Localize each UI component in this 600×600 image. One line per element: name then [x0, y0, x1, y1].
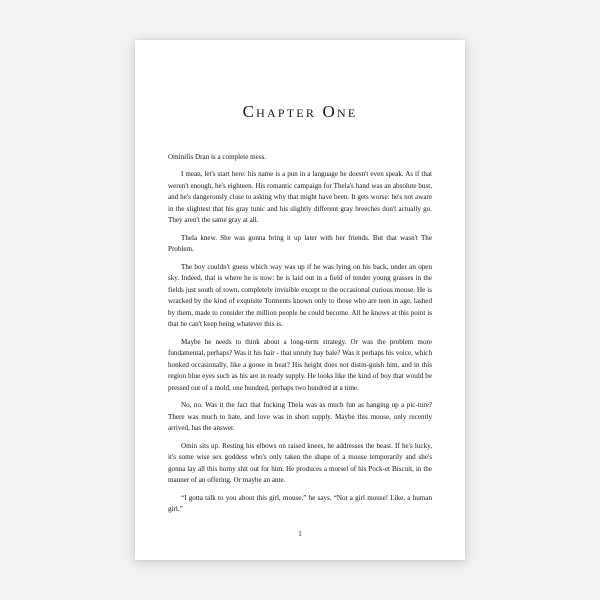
body-text	[168, 152, 432, 516]
paragraph: Thela knew. She was gonna bring it up later with her friends. But that wasn't The Problem.	[168, 233, 432, 254]
paragraph: Ominifis Dran is a complete mess.	[168, 153, 267, 161]
paragraph: I mean, let's start here: his name is a pun in a language he doesn't even speak. As if that weren't enough, he's eighteen. His romantic campaign for Thela's hand was an absolute bust, and he's dangerously close to asking why that might have been. It gets worse: he's not aware in the slightest that his gray tunic and his slightly different gray breeches don't actually go. They aren't the same gray at all.	[168, 170, 432, 225]
page-title: Chapter One	[242, 102, 358, 121]
paragraph: “I gotta talk to you about this girl, mouse,” he says. “Not a girl mouse! Like, a human girl.”	[168, 493, 432, 514]
document-page	[135, 40, 465, 560]
paragraph: Omin sits up. Resting his elbows on raised knees, he addresses the beast. If he's lucky, it's some wise sex goddess who's only taken the shape of a mouse temporarily and she's gonna lay all this horny shit out for him. He produces a morsel of his Pock-et Biscuit, in the manner of an offering. Or maybe an ante.	[168, 441, 432, 485]
page-number: 1	[298, 530, 302, 538]
paragraph: The boy couldn't guess which way was up if he was lying on his back, under an open sky. Indeed, that is where he is now: he is laid out in a field of tender young grasses in the fields just south of town, completely invisible except to the occasional curious mouse. He is wracked by the kind of exquisite Torments known only to those who are teen in age, lashed by them, made to consider the million people he could become. All he knows at this point is that he can't keep being whatever this is.	[168, 262, 432, 329]
paragraph: No, no. Was it the fact that fucking Thela was as much fun as hanging up a pic-ture? There was much to hate, and love was in short supply. Maybe this mouse, only recently arrived, has the answer.	[168, 401, 432, 433]
paragraph: Maybe he needs to think about a long-term strategy. Or was the problem more fundamental, perhaps? Was it his hair - that unruly hay bale? Was it perhaps his voice, which honked occasionally, like a goose in heat? His height does not distin-guish him, and in this region blue eyes such as his are in ready supply. He looks like the kind of boy that would be pressed out of a mold, one hundred, perhaps two hundred at a time.	[168, 337, 432, 392]
